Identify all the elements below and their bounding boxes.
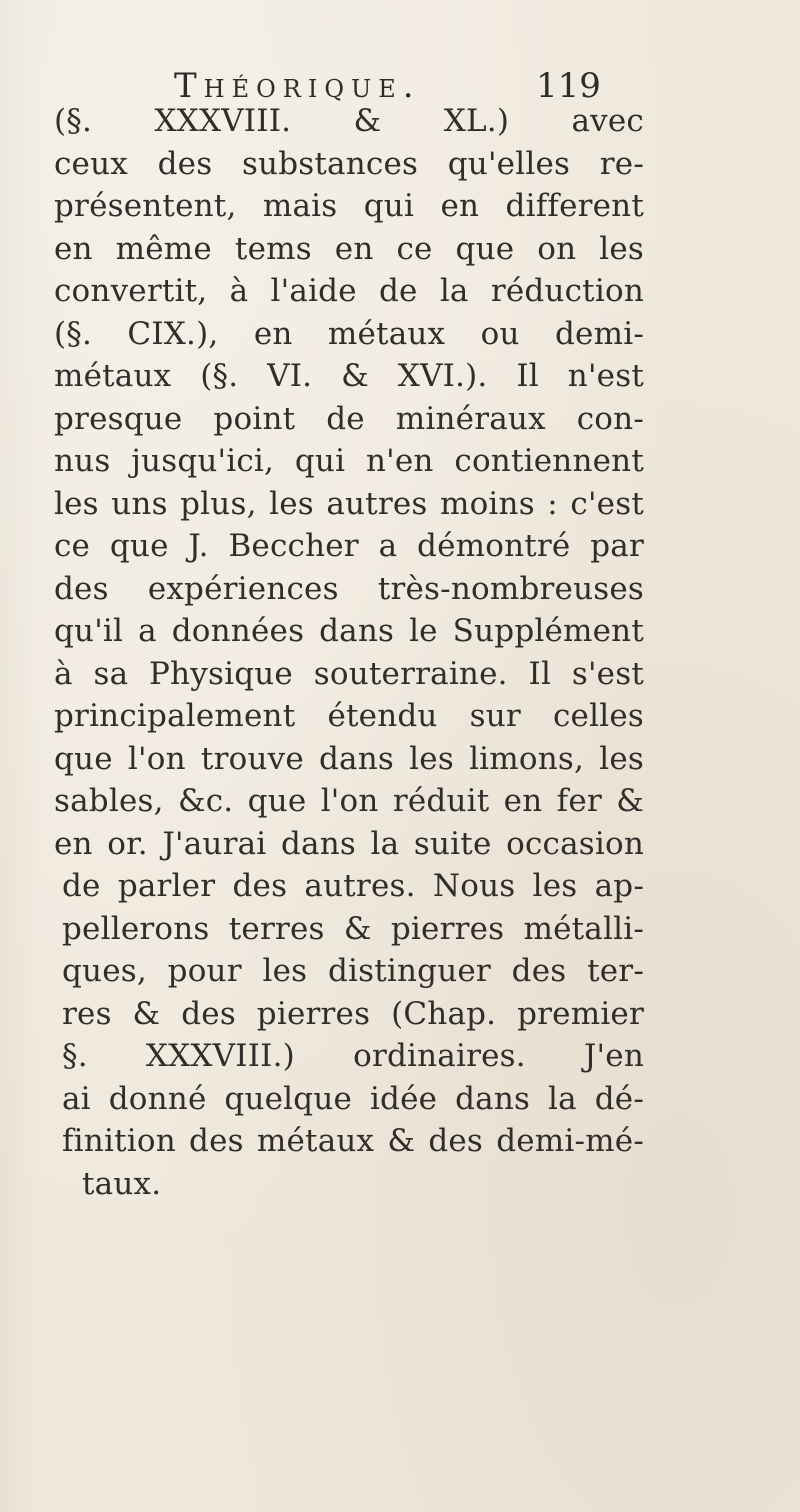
text-line: principalement étendu sur celles	[54, 698, 644, 734]
text-line: de parler des autres. Nous les ap-	[62, 868, 644, 904]
text-line: ai donné quelque idée dans la dé-	[62, 1080, 644, 1117]
text-line: sables, &c. que l'on réduit en fer &	[54, 783, 644, 819]
text-line: taux.	[82, 1165, 162, 1202]
text-line: (§. XXXVIII. & XL.) avec	[54, 103, 644, 139]
text-line: les uns plus, les autres moins : c'est	[54, 485, 644, 522]
running-title: Théorique.	[174, 66, 421, 106]
text-line: (§. CIX.), en métaux ou demi-	[54, 315, 644, 352]
text-line: des expériences très-nombreuses	[54, 570, 644, 607]
text-line: §. XXXVIII.) ordinaires. J'en	[62, 1038, 644, 1074]
text-line: presque point de minéraux con-	[54, 400, 644, 437]
text-line: en or. J'aurai dans la suite occasion	[54, 825, 644, 862]
text-line: convertit, à l'aide de la réduction	[54, 273, 644, 309]
text-line: pellerons terres & pierres métalli-	[62, 910, 644, 947]
text-line: ce que J. Beccher a démontré par	[54, 528, 644, 564]
text-line: ques, pour les distinguer des ter-	[62, 953, 644, 989]
text-line: ceux des substances qu'elles re-	[54, 145, 644, 182]
text-line: qu'il a données dans le Supplément	[54, 613, 644, 649]
text-line: que l'on trouve dans les limons, les	[54, 740, 644, 777]
text-line: en même tems en ce que on les	[54, 230, 644, 267]
text-line: finition des métaux & des demi-mé-	[62, 1123, 644, 1159]
body-text	[54, 100, 644, 1205]
text-line: présentent, mais qui en different	[54, 188, 644, 224]
text-line: à sa Physique souterraine. Il s'est	[54, 655, 644, 692]
text-line: nus jusqu'ici, qui n'en contiennent	[54, 443, 644, 479]
text-line: res & des pierres (Chap. premier	[62, 995, 644, 1032]
page-number: 119	[536, 66, 601, 106]
text-line: métaux (§. VI. & XVI.). Il n'est	[54, 358, 644, 394]
